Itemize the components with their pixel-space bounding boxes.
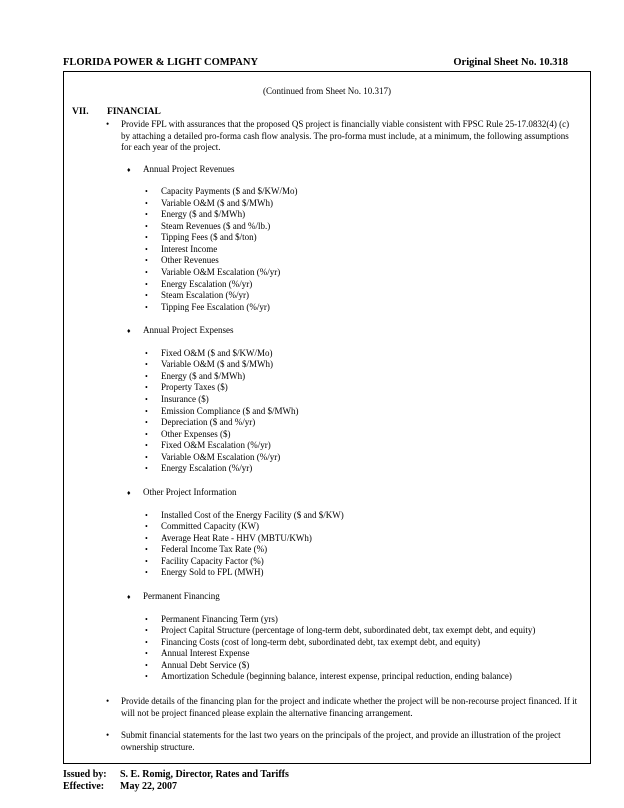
bullet-icon: • [145, 557, 148, 566]
list-item: Variable O&M ($ and $/MWh) [161, 198, 273, 208]
list-item: Annual Interest Expense [161, 648, 250, 658]
list-item: Federal Income Tax Rate (%) [161, 544, 268, 554]
sheet-number: Original Sheet No. 10.318 [453, 57, 568, 68]
bullet-icon: • [145, 233, 148, 242]
list-item: Amortization Schedule (beginning balance, interest expense, principal reduction, ending balance) [161, 671, 512, 681]
bullet-icon: • [145, 407, 148, 416]
list-item: Energy Escalation (%/yr) [161, 463, 253, 473]
diamond-bullet-icon: ♦ [127, 593, 131, 601]
list-item: Capacity Payments ($ and $/KW/Mo) [161, 186, 298, 196]
list-item: Other Expenses ($) [161, 429, 231, 439]
intro-bullet-icon: • [106, 119, 110, 129]
bullet-icon: • [145, 383, 148, 392]
list-item: Energy Sold to FPL (MWH) [161, 567, 264, 577]
financing-bullet-icon: • [106, 696, 110, 706]
list-item: Installed Cost of the Energy Facility ($ and $/KW) [161, 510, 344, 520]
bullet-icon: • [145, 222, 148, 231]
bullet-icon: • [145, 418, 148, 427]
issued-label: Issued by: [63, 769, 107, 780]
continued-note: (Continued from Sheet No. 10.317) [263, 86, 391, 96]
section-title: FINANCIAL [107, 107, 161, 117]
list-item: Depreciation ($ and %/yr) [161, 417, 256, 427]
intro-paragraph [121, 119, 583, 154]
list-item: Annual Debt Service ($) [161, 660, 250, 670]
group-title: Other Project Information [143, 487, 237, 497]
bullet-icon: • [145, 210, 148, 219]
company-name: FLORIDA POWER & LIGHT COMPANY [63, 57, 259, 68]
bullet-icon: • [145, 649, 148, 658]
section-number: VII. [72, 107, 89, 117]
bullet-icon: • [145, 522, 148, 531]
sheet-header [63, 57, 568, 71]
bullet-icon: • [145, 534, 148, 543]
effective-date [63, 781, 177, 792]
diamond-bullet-icon: ♦ [127, 327, 131, 335]
financing-line: Provide details of the financing plan for the project and indicate whether the project will be non-recourse project financed. If it [121, 696, 578, 706]
bullet-icon: • [145, 199, 148, 208]
bullet-icon: • [145, 256, 148, 265]
bullet-icon: • [145, 672, 148, 681]
financing-line: will not be project financed please explain the alternative financing arrangement. [121, 707, 413, 718]
intro-line: for each year of the project. [121, 142, 221, 153]
bullet-icon: • [145, 187, 148, 196]
group-title: Permanent Financing [143, 591, 220, 601]
bullet-icon: • [145, 360, 148, 369]
bullet-icon: • [145, 626, 148, 635]
bullet-icon: • [145, 615, 148, 624]
bullet-icon: • [145, 661, 148, 670]
diamond-bullet-icon: ♦ [127, 489, 131, 497]
effective-value: May 22, 2007 [120, 781, 177, 792]
list-item: Facility Capacity Factor (%) [161, 556, 264, 566]
bullet-icon: • [145, 638, 148, 647]
bullet-icon: • [145, 511, 148, 520]
list-item: Property Taxes ($) [161, 382, 228, 392]
list-item: Energy ($ and $/MWh) [161, 371, 246, 381]
list-item: Interest Income [161, 244, 218, 254]
statements-bullet-icon: • [106, 730, 110, 740]
bullet-icon: • [145, 430, 148, 439]
list-item: Variable O&M ($ and $/MWh) [161, 359, 273, 369]
group-title: Annual Project Expenses [143, 325, 234, 335]
intro-line: by attaching a detailed pro-forma cash flow analysis. The pro-forma must include, at a minimum, the following assumptions [121, 130, 569, 141]
list-item: Variable O&M Escalation (%/yr) [161, 267, 281, 277]
list-item: Emission Compliance ($ and $/MWh) [161, 406, 299, 416]
bullet-icon: • [145, 395, 148, 404]
bullet-icon: • [145, 303, 148, 312]
list-item: Tipping Fees ($ and $/ton) [161, 232, 257, 242]
intro-line: Provide FPL with assurances that the proposed QS project is financially viable consistent with FPSC Rule 25-17.0832(4) (c) [121, 119, 570, 129]
page-frame [63, 71, 591, 764]
list-item: Steam Revenues ($ and %/lb.) [161, 221, 271, 231]
diamond-bullet-icon: ♦ [127, 166, 131, 174]
list-item: Average Heat Rate - HHV (MBTU/KWh) [161, 533, 312, 543]
list-item: Committed Capacity (KW) [161, 521, 259, 531]
bullet-icon: • [145, 568, 148, 577]
issued-value: S. E. Romig, Director, Rates and Tariffs [120, 769, 289, 780]
bullet-icon: • [145, 268, 148, 277]
bullet-icon: • [145, 372, 148, 381]
bullet-icon: • [145, 453, 148, 462]
list-item: Steam Escalation (%/yr) [161, 290, 249, 300]
list-item: Project Capital Structure (percentage of long-term debt, subordinated debt, tax exempt debt, and equity) [161, 625, 536, 635]
list-item: Other Revenues [161, 255, 219, 265]
list-item: Fixed O&M Escalation (%/yr) [161, 440, 271, 450]
bullet-icon: • [145, 291, 148, 300]
list-item: Energy ($ and $/MWh) [161, 209, 246, 219]
bullet-icon: • [145, 441, 148, 450]
list-item: Permanent Financing Term (yrs) [161, 614, 278, 624]
list-item: Tipping Fee Escalation (%/yr) [161, 302, 270, 312]
list-item: Energy Escalation (%/yr) [161, 279, 253, 289]
list-item: Financing Costs (cost of long-term debt, subordinated debt, tax exempt debt, and equity) [161, 637, 481, 647]
bullet-icon: • [145, 464, 148, 473]
list-item: Fixed O&M ($ and $/KW/Mo) [161, 348, 273, 358]
bullet-icon: • [145, 245, 148, 254]
statements-line: Submit financial statements for the last two years on the principals of the project, and provide an illustration of the project [121, 730, 561, 740]
bullet-icon: • [145, 349, 148, 358]
list-item: Variable O&M Escalation (%/yr) [161, 452, 281, 462]
financing-paragraph [121, 696, 583, 719]
statements-line: ownership structure. [121, 741, 195, 752]
bullet-icon: • [145, 280, 148, 289]
list-item: Insurance ($) [161, 394, 209, 404]
effective-label: Effective: [63, 781, 105, 792]
statements-paragraph [121, 730, 583, 753]
group-title: Annual Project Revenues [143, 164, 235, 174]
issued-by [63, 769, 289, 780]
bullet-icon: • [145, 545, 148, 554]
